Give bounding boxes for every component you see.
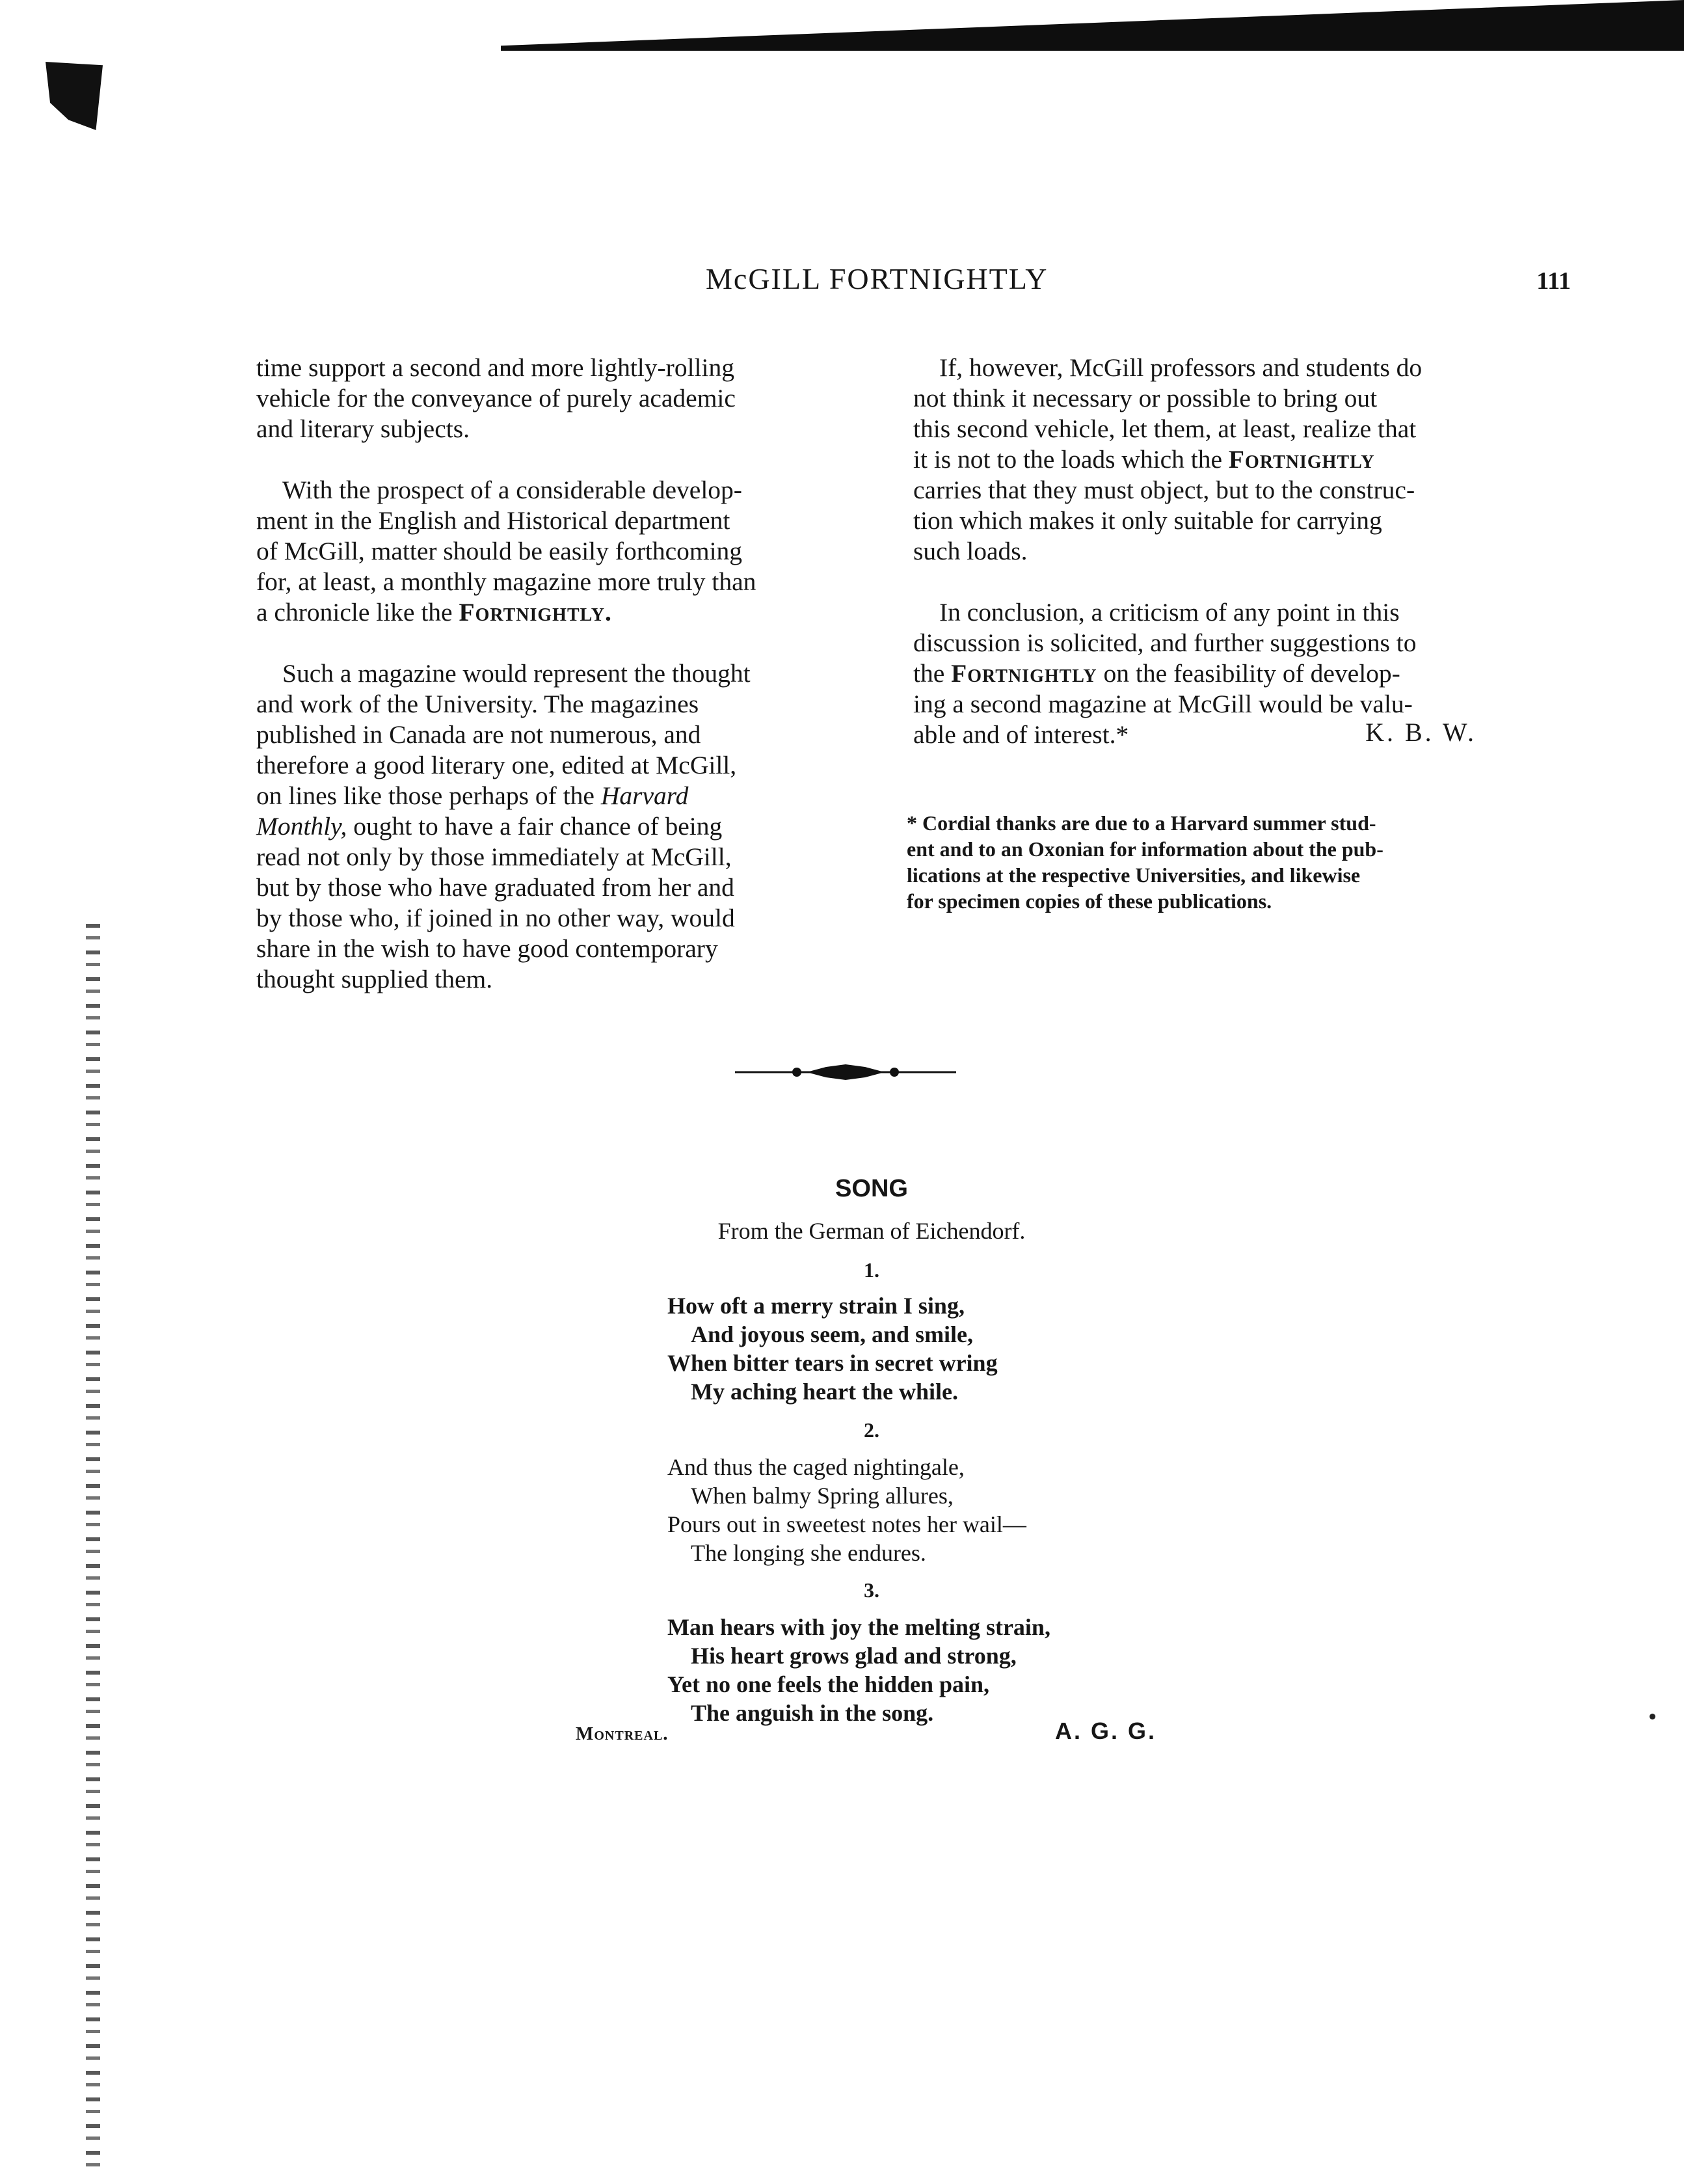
stanza-number: 3.	[864, 1578, 879, 1602]
scan-top-edge	[501, 0, 1684, 51]
scan-corner-mark	[46, 62, 103, 130]
article-paragraph: If, however, McGill professors and students do not think it necessary or possible to bring out this second vehicle, let them, at least, realize that it is not to the loads which the Fortnightly carries that they must object, but to the construc- tion which makes it only suitable for carrying such loads.	[913, 353, 1423, 565]
poem-line: Yet no one feels the hidden pain,	[667, 1671, 990, 1697]
article-signature: K. B. W.	[1365, 718, 1477, 747]
scan-binding-edge	[86, 924, 100, 2173]
poem-line: How oft a merry strain I sing,	[667, 1293, 965, 1319]
stanza-number: 2.	[864, 1418, 879, 1442]
section-divider-ornament	[735, 1059, 956, 1085]
song-title: SONG	[835, 1175, 908, 1202]
page-number: 111	[1536, 267, 1571, 295]
song-source: From the German of Eichendorf.	[717, 1218, 1026, 1244]
poem-line: And thus the caged nightingale,	[667, 1454, 965, 1480]
scan-speck	[1650, 1714, 1655, 1719]
poem-line: Pours out in sweetest notes her wail—	[667, 1511, 1026, 1537]
place-line: Montreal.	[576, 1723, 669, 1744]
magazine-name: Fortnightly.	[459, 598, 612, 627]
article-right-column	[913, 322, 1512, 781]
poem-line: The anguish in the song.	[691, 1700, 934, 1726]
article-paragraph: Such a magazine would represent the thought and work of the University. The magazines published in Canada are not numerous, and therefore a good literary one, edited at McGill, on lines like those perhaps of the Harvard Monthly, ought to have a fair chance of being read not only by those immediately at McGill, but by those who have graduated from her and by those who, if joined in no other way, would share in the wish to have good contemporary thought supplied them.	[256, 659, 751, 993]
poem-line: When bitter tears in secret wring	[667, 1350, 998, 1376]
footnote: * Cordial thanks are due to a Harvard summer stud- ent and to an Oxonian for information about the pub- lications at the respective Universities, and likewise for specimen copies of these publications.	[907, 811, 1383, 913]
magazine-name: Fortnightly	[951, 659, 1097, 688]
poem-line: The longing she endures.	[691, 1540, 926, 1566]
stanza-number: 1.	[864, 1258, 879, 1282]
cited-title: Harvard Monthly,	[256, 781, 689, 841]
poem-line: My aching heart the while.	[691, 1379, 958, 1405]
article-paragraph: In conclusion, a criticism of any point in this discussion is solicited, and further suggestions to the Fortnightly on the feasibility of develop- ing a second magazine at McGill would be valu- able and of interest.*	[913, 598, 1417, 749]
article-paragraph: time support a second and more lightly-rolling vehicle for the conveyance of purely academic and literary subjects.	[256, 353, 736, 443]
magazine-name: Fortnightly	[1228, 445, 1375, 474]
song-signature: A. G. G.	[1055, 1718, 1157, 1744]
article-left-column	[256, 322, 855, 1025]
running-head: McGILL FORTNIGHTLY	[706, 262, 1049, 295]
article-paragraph: With the prospect of a considerable develop- ment in the English and Historical department of McGill, matter should be easily forthcoming for, at least, a monthly magazine more truly than a chronicle like the Fortnightly.	[256, 476, 756, 627]
poem-line: Man hears with joy the melting strain,	[667, 1614, 1050, 1640]
poem-line: His heart grows glad and strong,	[691, 1643, 1017, 1669]
poem-line: When balmy Spring allures,	[691, 1483, 954, 1509]
poem-line: And joyous seem, and smile,	[691, 1321, 974, 1347]
